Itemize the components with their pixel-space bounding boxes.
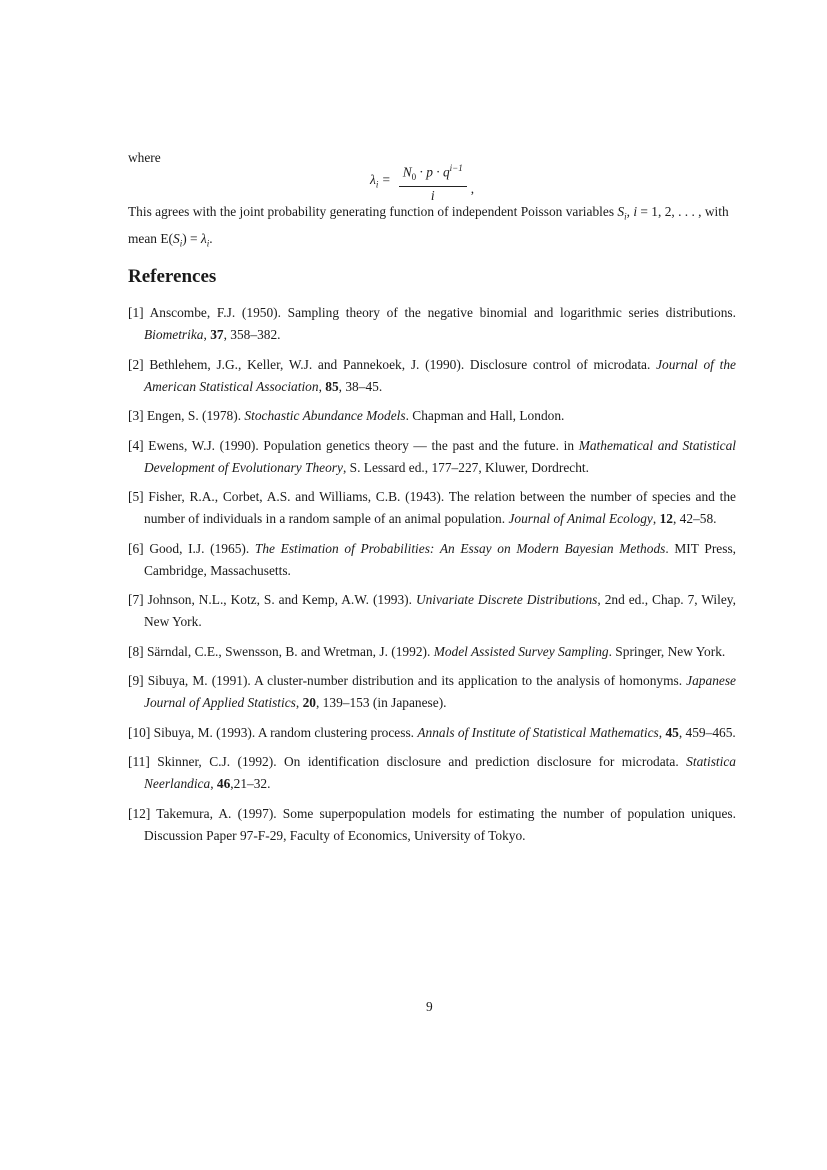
reference-separator: , [210, 776, 217, 791]
reference-text: Takemura, A. (1997). Some superpopulation models for estimating the number of population uniques. Discussion Paper 97-F-29, Faculty of Economics, University of Tokyo. [144, 805, 736, 843]
reference-pages: , 2nd ed., Chap. 7, Wiley, New York. [144, 592, 736, 629]
reference-text: Johnson, N.L., Kotz, S. and Kemp, A.W. (1993). [147, 592, 416, 607]
reference-title: Stochastic Abundance Models [244, 408, 406, 423]
reference-text: Särndal, C.E., Swensson, B. and Wretman, J. (1992). [146, 643, 434, 659]
reference-pages: . Springer, New York. [608, 643, 726, 659]
references-list [128, 302, 736, 854]
reference-volume: 45 [665, 724, 679, 740]
where-label: where [128, 150, 161, 165]
reference-number: [1] [128, 305, 150, 320]
reference-number: [2] [128, 356, 150, 372]
reference-text: Good, I.J. (1965). [149, 540, 255, 556]
reference-pages: , S. Lessard ed., 177–227, Kluwer, Dordrecht. [342, 459, 589, 475]
reference-pages: , 38–45. [338, 378, 383, 394]
lambda-equation [370, 160, 474, 204]
reference-item [128, 589, 736, 633]
reference-text: Skinner, C.J. (1992). On identification disclosure and prediction disclosure for microdata. [157, 754, 687, 769]
reference-item [128, 405, 736, 427]
reference-volume: 37 [210, 327, 224, 342]
references-heading: References [128, 266, 217, 287]
reference-title: The Estimation of Probabilities: An Essay on Modern Bayesian Methods [254, 540, 666, 556]
reference-pages: , 358–382. [223, 327, 281, 342]
reference-volume: 20 [302, 695, 316, 710]
reference-item [128, 354, 736, 398]
reference-item [128, 803, 736, 847]
reference-number: [9] [128, 673, 148, 688]
reference-volume: 12 [659, 511, 673, 526]
reference-title: Japanese Journal of Applied Statistics [144, 673, 736, 710]
reference-number: [7] [128, 592, 148, 607]
reference-separator: , [295, 695, 303, 710]
reference-title: Univariate Discrete Distributions [415, 592, 598, 607]
reference-pages: , 139–153 (in Japanese). [315, 695, 447, 710]
reference-text: Sibuya, M. (1993). A random clustering process. [153, 724, 418, 740]
reference-separator: , [203, 327, 211, 342]
reference-separator: , [652, 511, 660, 526]
reference-item [128, 435, 736, 479]
reference-pages: . MIT Press, Cambridge, Massachusetts. [144, 540, 737, 578]
reference-pages: , 42–58. [672, 511, 717, 526]
reference-title: Biometrika [144, 327, 204, 342]
agreement-paragraph: This agrees with the joint probability generating function of independent Poisson variables $S_i$, i = 1, 2, . . . , with mean $E(S_i) = \lambda_i$. [128, 204, 729, 249]
reference-number: [4] [128, 437, 149, 453]
equation-fraction [399, 160, 467, 204]
equation-numerator: $N_0 \cdot p \cdot q^{i-1}$ [399, 160, 467, 187]
reference-number: [3] [128, 408, 147, 423]
reference-separator: , [318, 378, 326, 394]
page-number: 9 [426, 999, 433, 1014]
reference-item [128, 751, 736, 795]
reference-title: Mathematical and Statistical Development of Evolutionary Theory [144, 437, 737, 475]
reference-item [128, 670, 736, 714]
reference-item [128, 538, 736, 582]
reference-title: Journal of the American Statistical Association [144, 356, 736, 394]
reference-text: Engen, S. (1978). [146, 408, 245, 423]
reference-title: Annals of Institute of Statistical Mathematics [417, 724, 659, 740]
reference-text: Ewens, W.J. (1990). Population genetics theory — the past and the future. in [148, 437, 579, 453]
reference-pages: . Chapman and Hall, London. [405, 408, 565, 423]
reference-text: Fisher, R.A., Corbet, A.S. and Williams, C.B. (1943). The relation between the number of species and the number of individuals in a random sample of an animal population. [144, 489, 736, 526]
reference-title: Journal of Animal Ecology [508, 511, 653, 526]
reference-number: [5] [128, 489, 149, 504]
reference-item [128, 302, 736, 346]
reference-volume: 46 [216, 776, 231, 791]
reference-text: Anscombe, F.J. (1950). Sampling theory of the negative binomial and logarithmic series distributions. [149, 305, 736, 320]
reference-title: Model Assisted Survey Sampling [433, 643, 609, 659]
equation-lhs: $\lambda_i$ = [370, 171, 391, 190]
reference-separator: , [658, 724, 666, 740]
reference-number: [12] [128, 805, 157, 821]
reference-pages: , 459–465. [678, 724, 736, 740]
reference-item [128, 486, 736, 530]
reference-item [128, 722, 736, 744]
reference-number: [10] [128, 724, 154, 740]
equation-denominator: i [430, 188, 435, 204]
reference-number: [11] [128, 754, 158, 769]
reference-text: Bethlehem, J.G., Keller, W.J. and Pannekoek, J. (1990). Disclosure control of microdata. [149, 356, 657, 372]
reference-volume: 85 [325, 378, 339, 394]
reference-item [128, 641, 736, 663]
reference-text: Sibuya, M. (1991). A cluster-number distribution and its application to the analysis of homonyms. [147, 673, 687, 688]
reference-pages: ,21–32. [230, 776, 271, 791]
reference-number: [8] [128, 643, 147, 659]
reference-title: Statistica Neerlandica [144, 754, 736, 791]
reference-number: [6] [128, 540, 150, 556]
equation-trailing: , [470, 181, 475, 197]
